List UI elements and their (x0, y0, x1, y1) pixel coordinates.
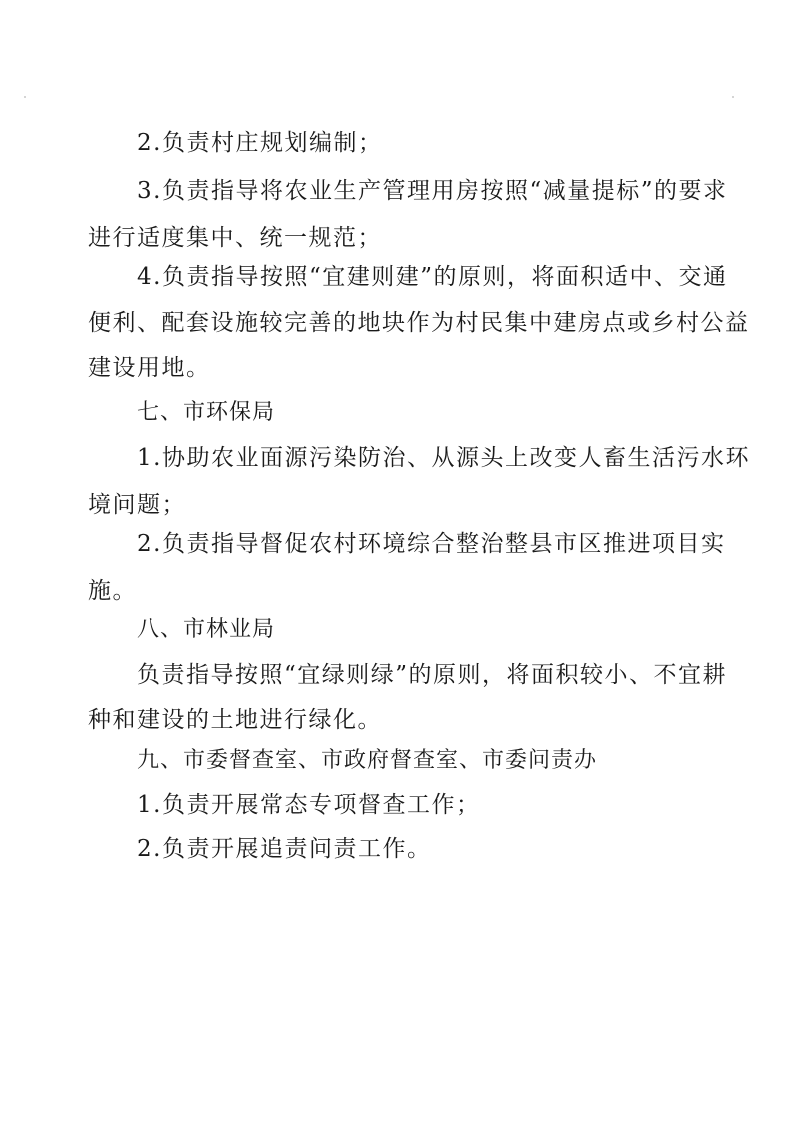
item-2-planning: 2.负责村庄规划编制； (137, 130, 383, 156)
section-9-heading: 九、市委督查室、市政府督查室、市委问责办 (137, 748, 598, 773)
item-4-line-3: 建设用地。 (88, 355, 211, 381)
section-7-item-1-line-2: 境问题； (88, 492, 186, 518)
section-7-item-2-line-1: 2.负责指导督促农村环境综合整治整县市区推进项目实 (137, 531, 726, 557)
section-7-heading: 七、市环保局 (137, 400, 276, 425)
section-8-heading: 八、市林业局 (137, 617, 276, 642)
section-8-line-1: 负责指导按照“宜绿则绿”的原则，将面积较小、不宜耕 (137, 662, 728, 688)
section-8-line-2: 种和建设的土地进行绿化。 (88, 707, 382, 733)
scan-speck (24, 96, 26, 98)
item-4-line-2: 便利、配套设施较完善的地块作为村民集中建房点或乡村公益 (88, 310, 750, 336)
section-9-item-2: 2.负责开展追责问责工作。 (137, 836, 432, 862)
scan-speck (732, 96, 734, 98)
item-3-line-1: 3.负责指导将农业生产管理用房按照“减量提标”的要求 (137, 178, 728, 204)
section-7-item-2-line-2: 施。 (88, 578, 137, 604)
section-7-item-1-line-1: 1.协助农业面源污染防治、从源头上改变人畜生活污水环 (137, 445, 750, 471)
section-9-item-1: 1.负责开展常态专项督查工作； (137, 792, 481, 818)
item-3-line-2: 进行适度集中、统一规范； (88, 225, 382, 251)
item-4-line-1: 4.负责指导按照“宜建则建”的原则，将面积适中、交通 (137, 264, 728, 290)
